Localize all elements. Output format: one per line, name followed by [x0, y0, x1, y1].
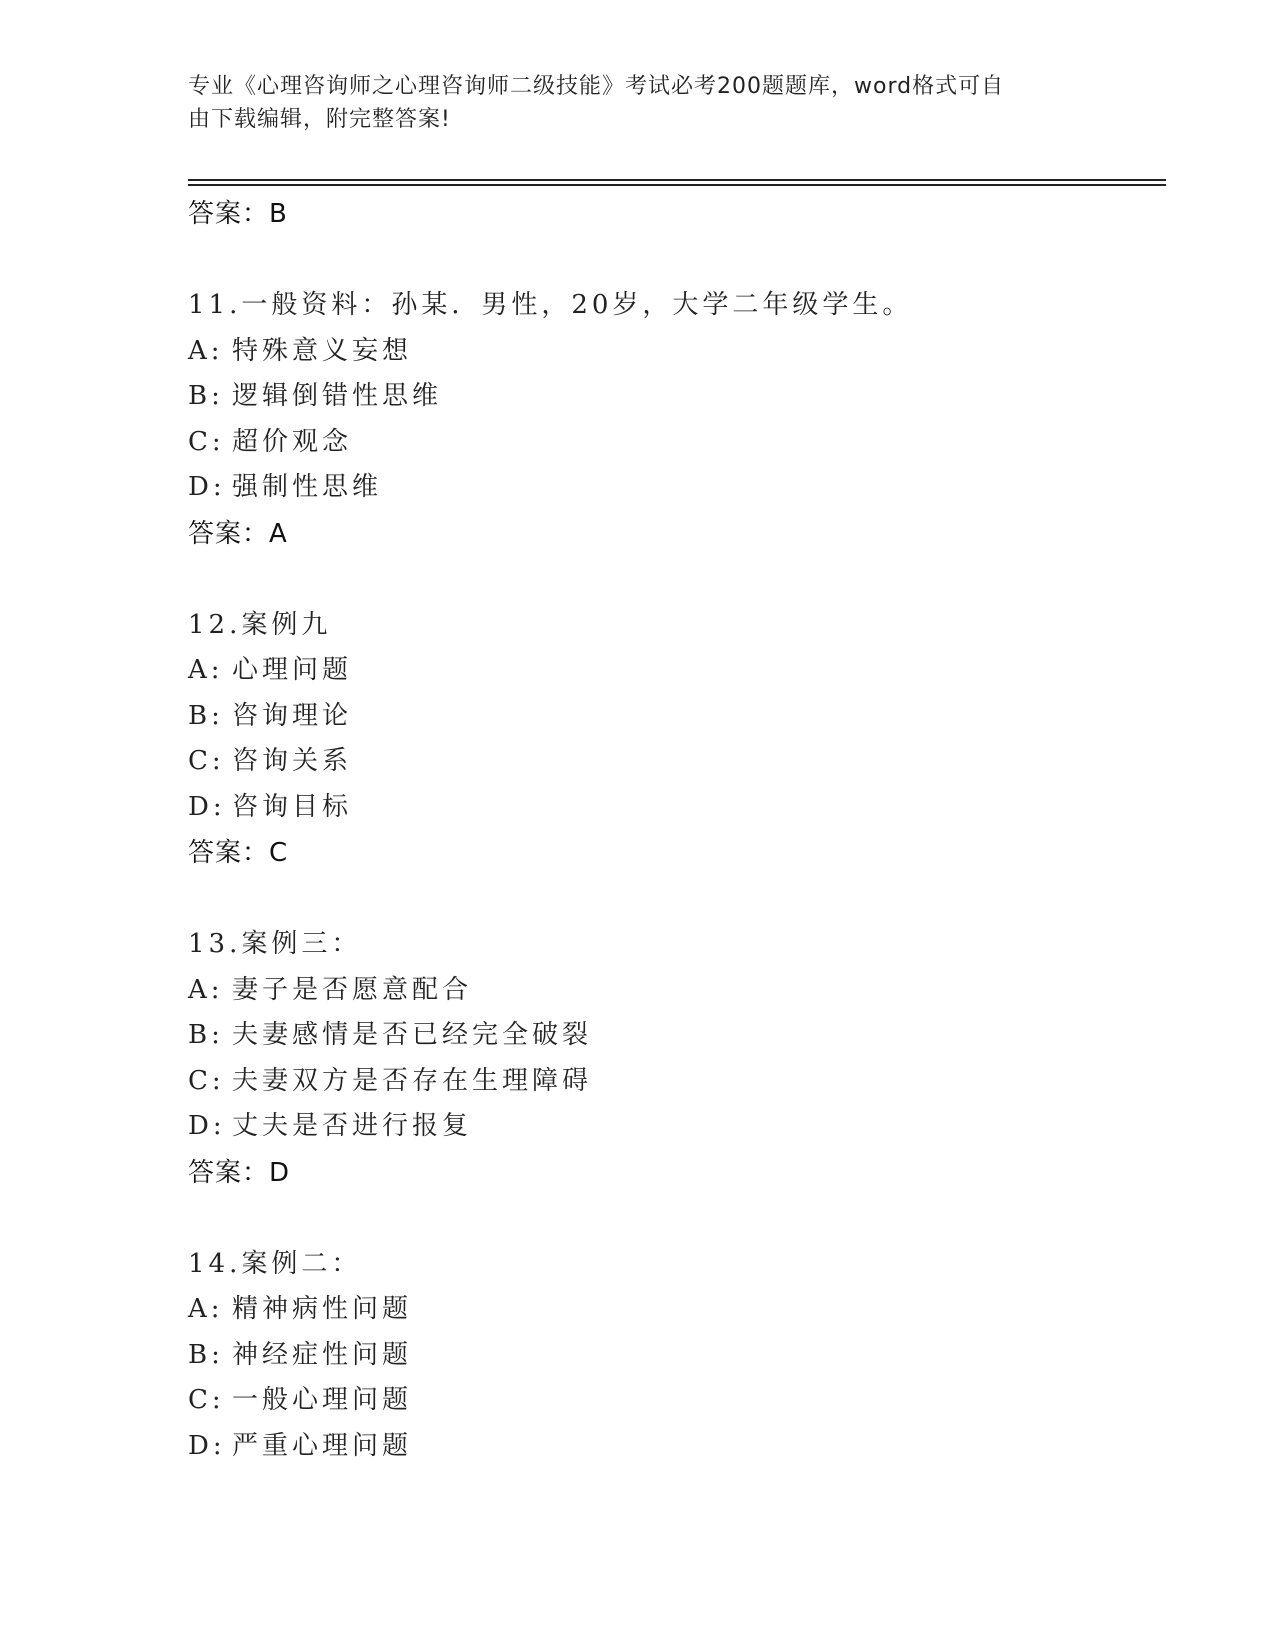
header-divider-bottom: [188, 184, 1166, 186]
option-a: [188, 648, 1168, 694]
answer-line: 答案：D: [188, 1157, 291, 1188]
option-text: 强制性思维: [232, 472, 383, 502]
option-c: [188, 420, 1168, 466]
option-text: 超价观念: [232, 426, 353, 457]
option-key: D:: [188, 791, 226, 822]
option-key: C:: [188, 426, 225, 457]
option-text: 咨询目标: [232, 791, 353, 822]
option-a: [188, 968, 1168, 1014]
option-key: D:: [188, 1111, 226, 1141]
option-d: [188, 1424, 1168, 1470]
option-text: 丈夫是否进行报复: [232, 1111, 473, 1141]
option-text: 夫妻感情是否已经完全破裂: [232, 1020, 593, 1050]
option-text: 夫妻双方是否存在生理障碍: [232, 1065, 593, 1096]
header-divider-top: [188, 179, 1166, 181]
option-b: [188, 374, 1168, 420]
option-text: 心理问题: [232, 655, 353, 685]
question-stem: 14.案例二：: [188, 1248, 362, 1279]
option-text: 咨询关系: [232, 746, 353, 776]
option-c: [188, 1059, 1168, 1105]
option-text: 咨询理论: [232, 700, 353, 731]
option-key: B:: [188, 1339, 224, 1370]
option-d: [188, 465, 1168, 511]
option-key: A:: [188, 335, 224, 366]
option-text: 特殊意义妄想: [232, 335, 413, 366]
spacer: [188, 1196, 1168, 1242]
question-list: [188, 191, 1168, 1469]
question-item: [188, 922, 1168, 1196]
spacer: [188, 557, 1168, 603]
option-text: 逻辑倒错性思维: [232, 381, 443, 411]
question-item: [188, 283, 1168, 557]
option-key: B:: [188, 1020, 224, 1050]
option-key: C:: [188, 1385, 225, 1415]
question-stem: 12.案例九: [188, 609, 332, 640]
option-text: 精神病性问题: [232, 1294, 413, 1324]
option-c: [188, 1378, 1168, 1424]
option-key: B:: [188, 700, 224, 731]
spacer: [188, 237, 1168, 283]
option-text: 神经症性问题: [232, 1339, 413, 1370]
option-key: A:: [188, 974, 224, 1005]
option-key: A:: [188, 1294, 224, 1324]
option-key: B:: [188, 381, 224, 411]
option-key: D:: [188, 1430, 226, 1461]
option-key: A:: [188, 655, 224, 685]
option-b: [188, 1333, 1168, 1379]
header-line-2: 由下载编辑，附完整答案!: [188, 107, 451, 132]
answer-line: 答案：C: [188, 838, 289, 868]
option-text: 严重心理问题: [232, 1430, 413, 1461]
answer-line: 答案：B: [188, 199, 288, 229]
option-key: C:: [188, 746, 225, 776]
option-c: [188, 739, 1168, 785]
option-a: [188, 329, 1168, 375]
option-d: [188, 1104, 1168, 1150]
question-item: [188, 1242, 1168, 1470]
option-b: [188, 1013, 1168, 1059]
option-key: D:: [188, 472, 226, 502]
option-text: 一般心理问题: [232, 1385, 413, 1415]
option-a: [188, 1287, 1168, 1333]
option-key: C:: [188, 1065, 225, 1096]
header-line-1: 专业《心理咨询师之心理咨询师二级技能》考试必考200题题库，word格式可自: [188, 74, 1005, 99]
spacer: [188, 876, 1168, 922]
option-b: [188, 694, 1168, 740]
question-stem: 13.案例三：: [188, 929, 362, 959]
question-stem: 11.一般资料：孙某．男性，20岁，大学二年级学生。: [188, 290, 913, 320]
document-header: [188, 70, 1068, 136]
answer-line: 答案：A: [188, 518, 288, 549]
option-d: [188, 785, 1168, 831]
option-text: 妻子是否愿意配合: [232, 974, 473, 1005]
question-item: [188, 603, 1168, 877]
